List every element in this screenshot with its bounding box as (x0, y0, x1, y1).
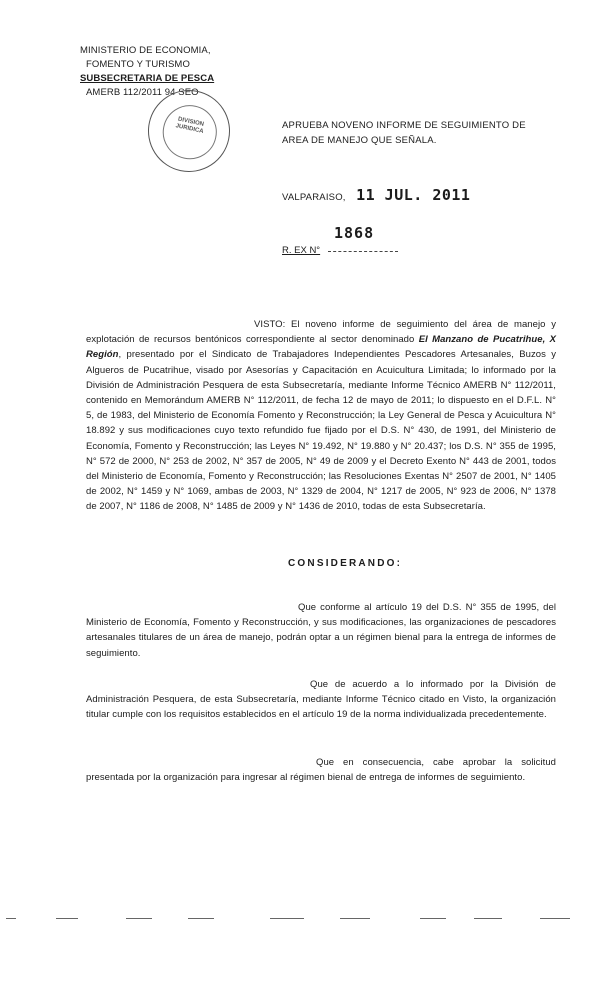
considerando-paragraph-1: Que conforme al artículo 19 del D.S. N° 355 de 1995, del Ministerio de Economía, Fomento y Reconstrucción, y sus modificaciones, las organizaciones de pescadores artesanales titulares de un área de manejo, podrán optar a un régimen bienal para la entrega de informes de seguimiento. (86, 602, 556, 659)
ministry-line-2: FOMENTO Y TURISMO (86, 59, 190, 70)
subsecretariat-line: SUBSECRETARIA DE PESCA (80, 73, 215, 84)
footer-dash (474, 918, 502, 919)
footer-divider (0, 918, 600, 922)
footer-dash (6, 918, 16, 919)
considerando-paragraph-2: Que de acuerdo a lo informado por la División de Administración Pesquera, de esta Subsecretaría, mediante Informe Técnico citado en Visto, la organización titular cumple con los requisitos establecidos en el artículo 19 de la norma individualizada precedentemente. (86, 679, 556, 721)
resolution-number: 1868 (334, 224, 375, 242)
sector-name: El Manzano de Pucatrihue, X Región (86, 334, 556, 361)
visto-lead: VISTO: El noveno informe de seguimiento del área de manejo y explotación de recursos bentónicos correspondiente al sector denominado (86, 319, 556, 346)
resolution-subject: APRUEBA NOVENO INFORME DE SEGUIMIENTO DE AREA DE MANEJO QUE SEÑALA. (282, 120, 526, 146)
place: VALPARAISO, (282, 192, 346, 203)
visto-paragraph (86, 317, 556, 515)
footer-dash (420, 918, 446, 919)
footer-dash (126, 918, 152, 919)
footer-dash (340, 918, 370, 919)
visto-rest: , presentado por el Sindicato de Trabajadores Independientes Pescadores Artesanales, Buzos y Algueros de Pucatrihue, visado por Asesorías y Capacitación en Acuicultura Limitada; lo informado por la División de Administración Pesquera de esta Subsecretaría, mediante Informe Técnico AMERB N° 112/2011, contenido en Memorándum AMERB N° 112/2011, de fecha 12 de mayo de 2011; lo dispuesto en el D.F.L. N° 5, de 1983, del Ministerio de Economía Fomento y Reconstrucción; la Ley General de Pesca y Acuicultura N° 18.892 y sus modificaciones cuyo texto refundido fue fijado por el D.S. N° 430, de 1991, del Ministerio de Economía, Fomento y Reconstrucción; las Leyes N° 19.492, N° 19.880 y N° 20.437; los D.S. N° 355 de 1995, N° 572 de 2000, N° 253 de 2002, N° 357 de 2005, N° 49 de 2009 y el Decreto Exento N° 443 de 2001, todos del Ministerio de Economía, Fomento y Reconstrucción; las Resoluciones Exentas N° 2507 de 2001, N° 1405 de 2002, N° 1459 y N° 1069, ambas de 2003, N° 1329 de 2004, N° 1217 de 2005, N° 923 de 2006, N° 1378 de 2007, N° 1186 de 2008, N° 1485 de 2009 y N° 1436 de 2010, todas de esta Subsecretaría. (86, 349, 556, 513)
footer-dash (56, 918, 78, 919)
footer-dash (540, 918, 570, 919)
resolution-label: R. EX N° (282, 245, 321, 256)
resolution-number-block (282, 224, 375, 258)
footer-dash (270, 918, 304, 919)
considerando-paragraph-3: Que en consecuencia, cabe aprobar la solicitud presentada por la organización para ingresar al régimen bienal de entrega de informes de seguimiento. (86, 757, 556, 784)
footer-dash (188, 918, 214, 919)
ministry-line: MINISTERIO DE ECONOMIA, (80, 45, 211, 56)
place-and-date (282, 186, 470, 205)
considerando-heading: CONSIDERANDO: (288, 558, 403, 569)
resolution-number-rule (328, 251, 398, 252)
date-stamp: 11 JUL. 2011 (356, 186, 471, 204)
stamp-text: DIVISION JURIDICA (174, 116, 205, 135)
reference-code: AMERB 112/2011 94 SEO (86, 87, 199, 98)
issuing-office-header (80, 44, 240, 100)
